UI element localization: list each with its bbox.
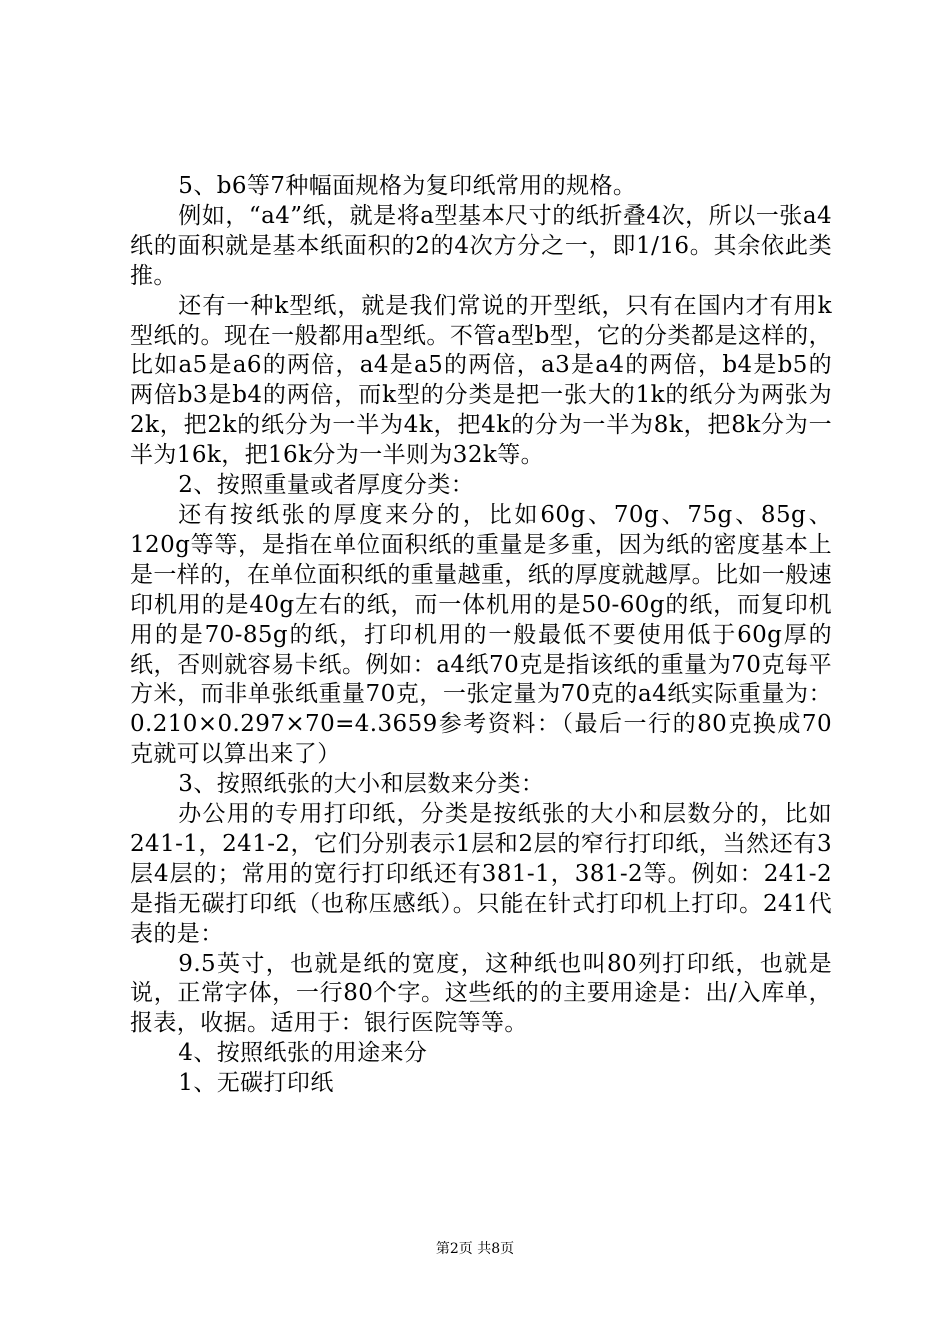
document-body <box>130 172 832 1099</box>
heading-carbonless-paper: 1、无碳打印纸 <box>178 1070 334 1097</box>
page-footer: 第2页 共8页 <box>435 1241 515 1257</box>
paragraph-a4-example: 例如，“a4”纸，就是将a型基本尺寸的纸折叠4次，所以一张a4纸的面积就是基本纸面积的2的4次方分之一，即1/16。其余依此类推。 <box>130 202 832 289</box>
heading-usage: 4、按照纸张的用途来分 <box>178 1040 428 1067</box>
paragraph-thickness: 还有按纸张的厚度来分的，比如60g、70g、75g、85g、120g等等，是指在单位面积纸的重量是多重，因为纸的密度基本上是一样的，在单位面积纸的重量越重，纸的厚度就越厚。比如一般速印机用的是40g左右的纸，而一体机用的是50-60g的纸，而复印机用的是70-85g的纸，打印机用的一般最低不要使用低于60g厚的纸，否则就容易卡纸。例如：a4纸70克是指该纸的重量为70克每平方米，而非单张纸重量70克，一张定量为70克的a4纸实际重量为：0.210×0.297×70=4.3659参考资料：（最后一行的80克换成70克就可以算出来了） <box>130 501 832 768</box>
paragraph-b6-formats: 5、b6等7种幅面规格为复印纸常用的规格。 <box>178 173 637 199</box>
paragraph-9-5-inch: 9.5英寸，也就是纸的宽度，这种纸也叫80列打印纸，也就是说，正常字体，一行80个字。这些纸的的主要用途是：出/入库单，报表，收据。适用于：银行医院等等。 <box>130 950 832 1037</box>
heading-size-layers: 3、按照纸张的大小和层数来分类： <box>178 771 545 798</box>
paragraph-k-type: 还有一种k型纸，就是我们常说的开型纸，只有在国内才有用k型纸的。现在一般都用a型纸。不管a型b型，它的分类都是这样的，比如a5是a6的两倍，a4是a5的两倍，a3是a4的两倍，b4是b5的两倍b3是b4的两倍，而k型的分类是把一张大的1k的纸分为两张为2k，把2k的纸分为一半为4k，把4k的分为一半为8k，把8k分为一半为16k，把16k分为一半则为32k等。 <box>130 292 832 469</box>
heading-weight-thickness: 2、按照重量或者厚度分类： <box>178 472 475 499</box>
paragraph-office-printing-paper: 办公用的专用打印纸，分类是按纸张的大小和层数分的，比如241-1，241-2，它们分别表示1层和2层的窄行打印纸，当然还有3层4层的；常用的宽行打印纸还有381-1，381-2等。例如：241-2是指无碳打印纸（也称压感纸）。只能在针式打印机上打印。241代表的是： <box>130 801 832 947</box>
